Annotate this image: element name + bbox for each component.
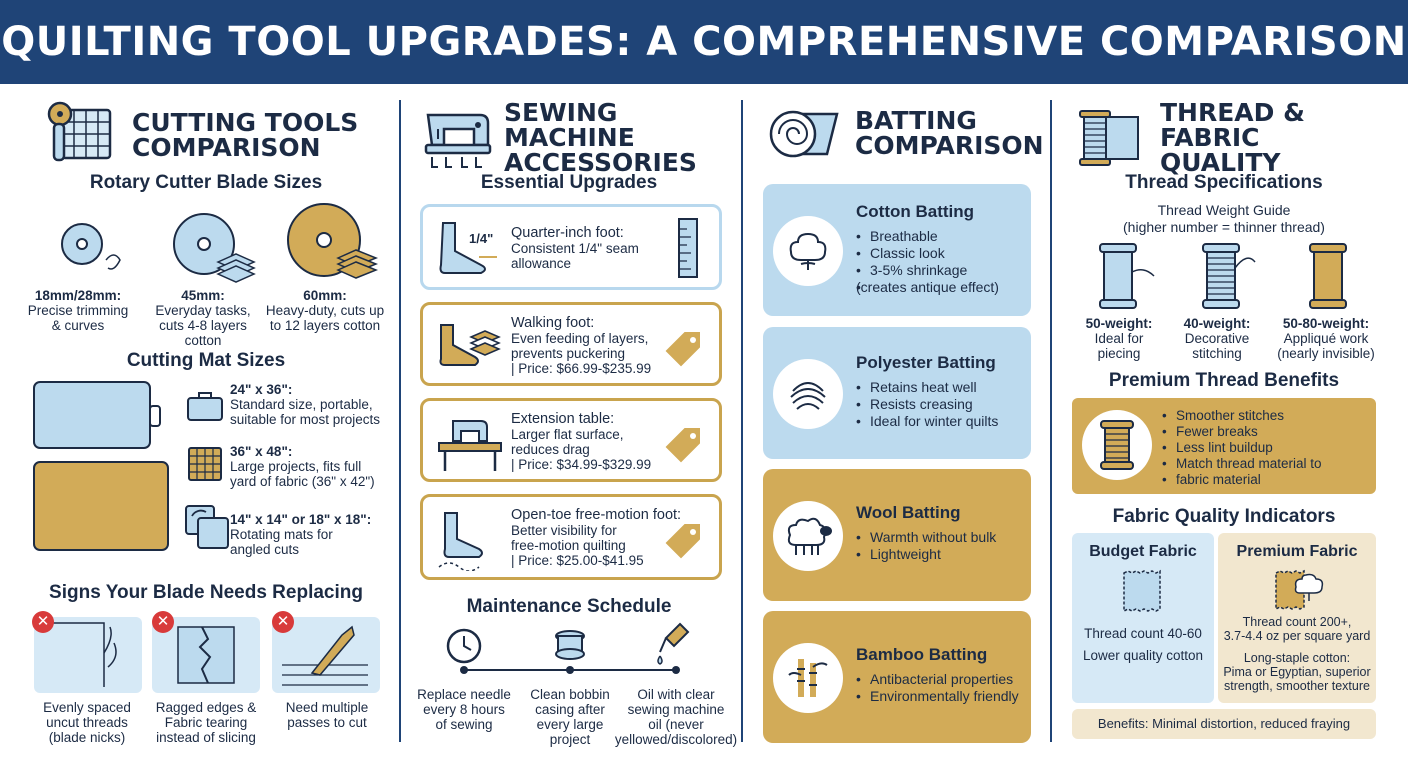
accessory-name: Extension table: [511, 411, 615, 427]
sign-caption-ragged [141, 700, 271, 745]
accessory-name: Walking foot: [511, 315, 595, 331]
benefit-item: • fabric material [1162, 472, 1322, 488]
thread-use: stitching [1192, 346, 1242, 361]
fabric-benefits-footer: Benefits: Minimal distortion, reduced fraying [1072, 709, 1376, 739]
accessory-price: | Price: $66.99-$235.99 [511, 361, 652, 376]
accessory-card-extension-table [420, 398, 722, 482]
thread-weight: 40-weight: [1183, 316, 1251, 331]
weight-caption-40 [1162, 316, 1272, 361]
clock-icon [444, 626, 484, 666]
sign-caption-passes [262, 700, 392, 730]
thread-fabric-section [1052, 92, 1408, 768]
header-bar [0, 0, 1408, 84]
maintenance-step-oil [611, 687, 741, 747]
oil-dropper-icon [654, 622, 694, 666]
maint-text: of sewing [435, 717, 493, 732]
fiber-swirl-icon [785, 371, 831, 417]
thread-weight-guide [1052, 202, 1396, 236]
batting-point: • (creates antique effect) [856, 279, 1026, 296]
accessory-desc: free-motion quilting [511, 538, 626, 553]
polyester-icon-circle [773, 359, 843, 429]
benefit-item: • Less lint buildup [1162, 440, 1322, 456]
thread-spec-heading: Thread Specifications [1125, 172, 1323, 193]
budget-line: Lower quality cotton [1082, 648, 1204, 663]
price-tag-icon [663, 331, 703, 369]
fabric-swatch-icon [1120, 569, 1164, 613]
maint-text: Oil with clear [637, 687, 715, 702]
batting-card-bamboo [763, 611, 1031, 743]
thread-use: Appliqué work [1283, 331, 1369, 346]
sign-desc: uncut threads [46, 715, 128, 730]
portable-mat-icon [185, 390, 225, 424]
mat-rotating-text [230, 512, 400, 557]
batting-point: • Ideal for winter quilts [856, 413, 1026, 430]
accessory-price: | Price: $25.00-$41.95 [511, 553, 644, 568]
essential-upgrades-heading: Essential Upgrades [480, 172, 658, 193]
sewing-title-line1: SEWING MACHINE [504, 98, 635, 152]
sheep-icon [782, 513, 834, 559]
extension-table-icon [435, 411, 505, 475]
maintenance-step-needle [404, 687, 524, 732]
blade-size: 60mm: [303, 288, 347, 303]
cutting-title-line1: CUTTING TOOLS [132, 108, 359, 137]
blade-desc: Precise trimming [27, 303, 129, 318]
accessory-card-walking-foot [420, 302, 722, 386]
premium-fabric-box [1218, 533, 1376, 703]
price-tag-icon [663, 523, 703, 561]
thread-weight: 50-weight: [1085, 316, 1153, 331]
sewing-header [422, 100, 740, 175]
blade-sizes-heading: Rotary Cutter Blade Sizes [89, 172, 323, 193]
mat-desc: Large projects, fits full [230, 459, 362, 474]
mat-sizes-heading: Cutting Mat Sizes [126, 350, 286, 371]
premium-line: Thread count 200+, [1242, 615, 1352, 629]
x-mark-icon: ✕ [272, 611, 294, 633]
accessory-card-quarter-inch [420, 204, 722, 290]
maint-text: casing after [535, 702, 605, 717]
batting-point: • Antibacterial properties [856, 671, 1026, 688]
grid-mat-icon [185, 444, 225, 484]
premium-benefits-heading: Premium Thread Benefits [1108, 370, 1340, 391]
mat-24x36-illustration [32, 380, 164, 452]
sign-desc: Evenly spaced [43, 700, 131, 715]
accessory-name: Quarter-inch foot: [511, 225, 624, 241]
maint-text: yellowed/discolored) [614, 732, 738, 747]
mat-desc: suitable for most projects [230, 412, 381, 427]
spool-50-80-icon [1302, 242, 1358, 312]
x-mark-icon: ✕ [32, 611, 54, 633]
mat-desc: Rotating mats for [230, 527, 333, 542]
premium-line: 3.7-4.4 oz per square yard [1223, 629, 1371, 643]
accessory-desc: reduces drag [511, 442, 590, 457]
premium-benefits-box [1072, 398, 1376, 494]
sign-desc: passes to cut [287, 715, 367, 730]
budget-fabric-box [1072, 533, 1214, 703]
maint-text: every 8 hours [423, 702, 505, 717]
batting-text [856, 353, 1026, 430]
mat-desc: yard of fabric (36" x 42") [230, 474, 375, 489]
sign-desc: Fabric tearing [164, 715, 248, 730]
blade-desc: Heavy-duty, cuts up [265, 303, 385, 318]
blade-60mm-caption [250, 288, 400, 333]
blade-desc: Everyday tasks, [155, 303, 251, 318]
batting-text [856, 503, 1026, 563]
maint-text: sewing machine [627, 702, 725, 717]
thread-use: Ideal for [1094, 331, 1144, 346]
cutting-title-line2: COMPARISON [132, 133, 321, 162]
wool-icon-circle [773, 501, 843, 571]
batting-point: • Resists creasing [856, 396, 1026, 413]
thread-title-line2: QUALITY [1160, 148, 1281, 177]
mat-size: 36" x 48": [230, 444, 293, 459]
premium-line: strength, smoother texture [1224, 679, 1370, 693]
batting-text [856, 202, 1026, 296]
maint-text: project [549, 732, 591, 747]
bamboo-icon-circle [773, 643, 843, 713]
accessory-desc: allowance [511, 256, 572, 271]
blade-60mm-icon [284, 202, 380, 286]
rotary-cutter-mat-icon [40, 100, 120, 170]
guide-note: (higher number = thinner thread) [1123, 219, 1325, 235]
maint-text: oil (never [648, 717, 704, 732]
benefit-item: • Fewer breaks [1162, 424, 1322, 440]
maintenance-heading: Maintenance Schedule [466, 596, 672, 617]
mat-36x48-illustration [32, 460, 172, 554]
maint-text: Replace needle [417, 687, 511, 702]
batting-title-line2: COMPARISON [855, 131, 1044, 160]
x-mark-icon: ✕ [152, 611, 174, 633]
walking-foot-icon [435, 315, 505, 379]
weight-caption-50-80 [1264, 316, 1388, 361]
batting-card-wool [763, 469, 1031, 601]
accessory-price: | Price: $34.99-$329.99 [511, 457, 652, 472]
budget-line: Thread count 40-60 [1084, 626, 1202, 641]
blade-desc: cotton [184, 333, 222, 348]
ruler-icon [677, 217, 699, 279]
blade-desc: & curves [51, 318, 105, 333]
premium-line: Pima or Egyptian, superior [1223, 665, 1371, 679]
spool-50-icon [1092, 242, 1162, 312]
sign-desc: (blade nicks) [48, 730, 126, 745]
maint-text: every large [536, 717, 604, 732]
mat-size: 24" x 36": [230, 382, 293, 397]
blade-18mm-icon [58, 220, 128, 280]
batting-section [743, 92, 1049, 768]
batting-point: • Retains heat well [856, 379, 1026, 396]
spool-40-icon [1195, 242, 1265, 312]
bamboo-icon [785, 655, 831, 701]
benefit-item: • Smoother stitches [1162, 408, 1322, 424]
page-title: QUILTING TOOL UPGRADES: A COMPREHENSIVE COMPARISON [1, 19, 1407, 65]
mat-desc: angled cuts [230, 542, 300, 557]
mat-24x36-text [230, 382, 400, 427]
sign-caption-nicks [22, 700, 152, 745]
cutting-header [40, 100, 358, 170]
batting-point: • 3-5% shrinkage [856, 262, 1026, 279]
blade-size: 18mm/28mm: [34, 288, 122, 303]
thread-use: Decorative [1184, 331, 1250, 346]
signs-heading: Signs Your Blade Needs Replacing [49, 582, 363, 603]
batting-name: Wool Batting [856, 503, 961, 522]
sign-desc: Need multiple [285, 700, 369, 715]
accessory-desc: Better visibility for [511, 523, 617, 538]
batting-roll-icon [763, 100, 843, 166]
fabric-quality-heading: Fabric Quality Indicators [1112, 506, 1336, 527]
batting-point: • Warmth without bulk [856, 529, 1026, 546]
batting-card-cotton [763, 184, 1031, 316]
premium-fabric-text [1218, 615, 1376, 693]
weight-caption-50 [1064, 316, 1174, 361]
accessory-desc: Consistent 1/4" seam [511, 241, 639, 256]
cotton-icon-circle [773, 216, 843, 286]
blade-desc: cuts 4-8 layers [159, 318, 247, 333]
accessory-desc: Larger flat surface, [511, 427, 624, 442]
accessory-name: Open-toe free-motion foot: [511, 507, 682, 523]
batting-point: • Environmentally friendly [856, 688, 1026, 705]
premium-spool-icon [1082, 410, 1152, 480]
mat-36x48-text [230, 444, 400, 489]
batting-header [763, 100, 1044, 166]
sewing-title-line2: ACCESSORIES [504, 148, 697, 177]
quarter-inch-label: 1/4" [469, 231, 494, 246]
budget-fabric-text [1072, 623, 1214, 667]
accessory-desc: Even feeding of layers, [511, 331, 649, 346]
guide-title: Thread Weight Guide [1157, 202, 1291, 218]
batting-point: • Classic look [856, 245, 1026, 262]
thread-title-line1: THREAD & FABRIC [1160, 98, 1305, 152]
blade-size: 45mm: [181, 288, 225, 303]
thread-header [1074, 100, 1408, 175]
sign-desc: instead of slicing [156, 730, 256, 745]
sewing-accessories-section [400, 92, 740, 768]
price-tag-icon [663, 427, 703, 465]
sewing-machine-icon [422, 103, 494, 173]
thread-use: (nearly invisible) [1277, 346, 1375, 361]
thread-use: piecing [1097, 346, 1141, 361]
free-motion-foot-icon [435, 507, 505, 571]
blade-desc: to 12 layers cotton [269, 318, 381, 333]
thread-weight: 50-80-weight: [1282, 316, 1370, 331]
cotton-boll-icon [785, 228, 831, 274]
premium-swatch-icon [1272, 567, 1326, 611]
batting-card-polyester [763, 327, 1031, 459]
batting-point: • Lightweight [856, 546, 1026, 563]
bobbin-icon [550, 626, 590, 666]
maint-text: Clean bobbin [530, 687, 610, 702]
batting-name: Polyester Batting [856, 353, 996, 372]
accessory-desc: prevents puckering [511, 346, 626, 361]
blade-45mm-icon [170, 212, 260, 284]
rotating-mat-icon [184, 502, 230, 550]
batting-name: Cotton Batting [856, 202, 975, 221]
premium-fabric-title: Premium Fabric [1236, 543, 1358, 560]
sign-desc: Ragged edges & [155, 700, 257, 715]
budget-fabric-title: Budget Fabric [1089, 543, 1197, 560]
thread-spool-fabric-icon [1074, 105, 1144, 171]
premium-line: Long-staple cotton: [1243, 651, 1351, 665]
batting-point: • Breathable [856, 228, 1026, 245]
mat-desc: Standard size, portable, [230, 397, 373, 412]
accessory-card-free-motion-foot [420, 494, 722, 580]
cutting-tools-section [0, 92, 398, 768]
benefit-item: • Match thread material to [1162, 456, 1322, 472]
batting-title-line1: BATTING [855, 106, 977, 135]
accessory-text [511, 225, 671, 271]
mat-size: 14" x 14" or 18" x 18": [230, 512, 372, 527]
batting-text [856, 645, 1026, 705]
batting-name: Bamboo Batting [856, 645, 988, 664]
quarter-inch-foot-icon [435, 217, 505, 281]
